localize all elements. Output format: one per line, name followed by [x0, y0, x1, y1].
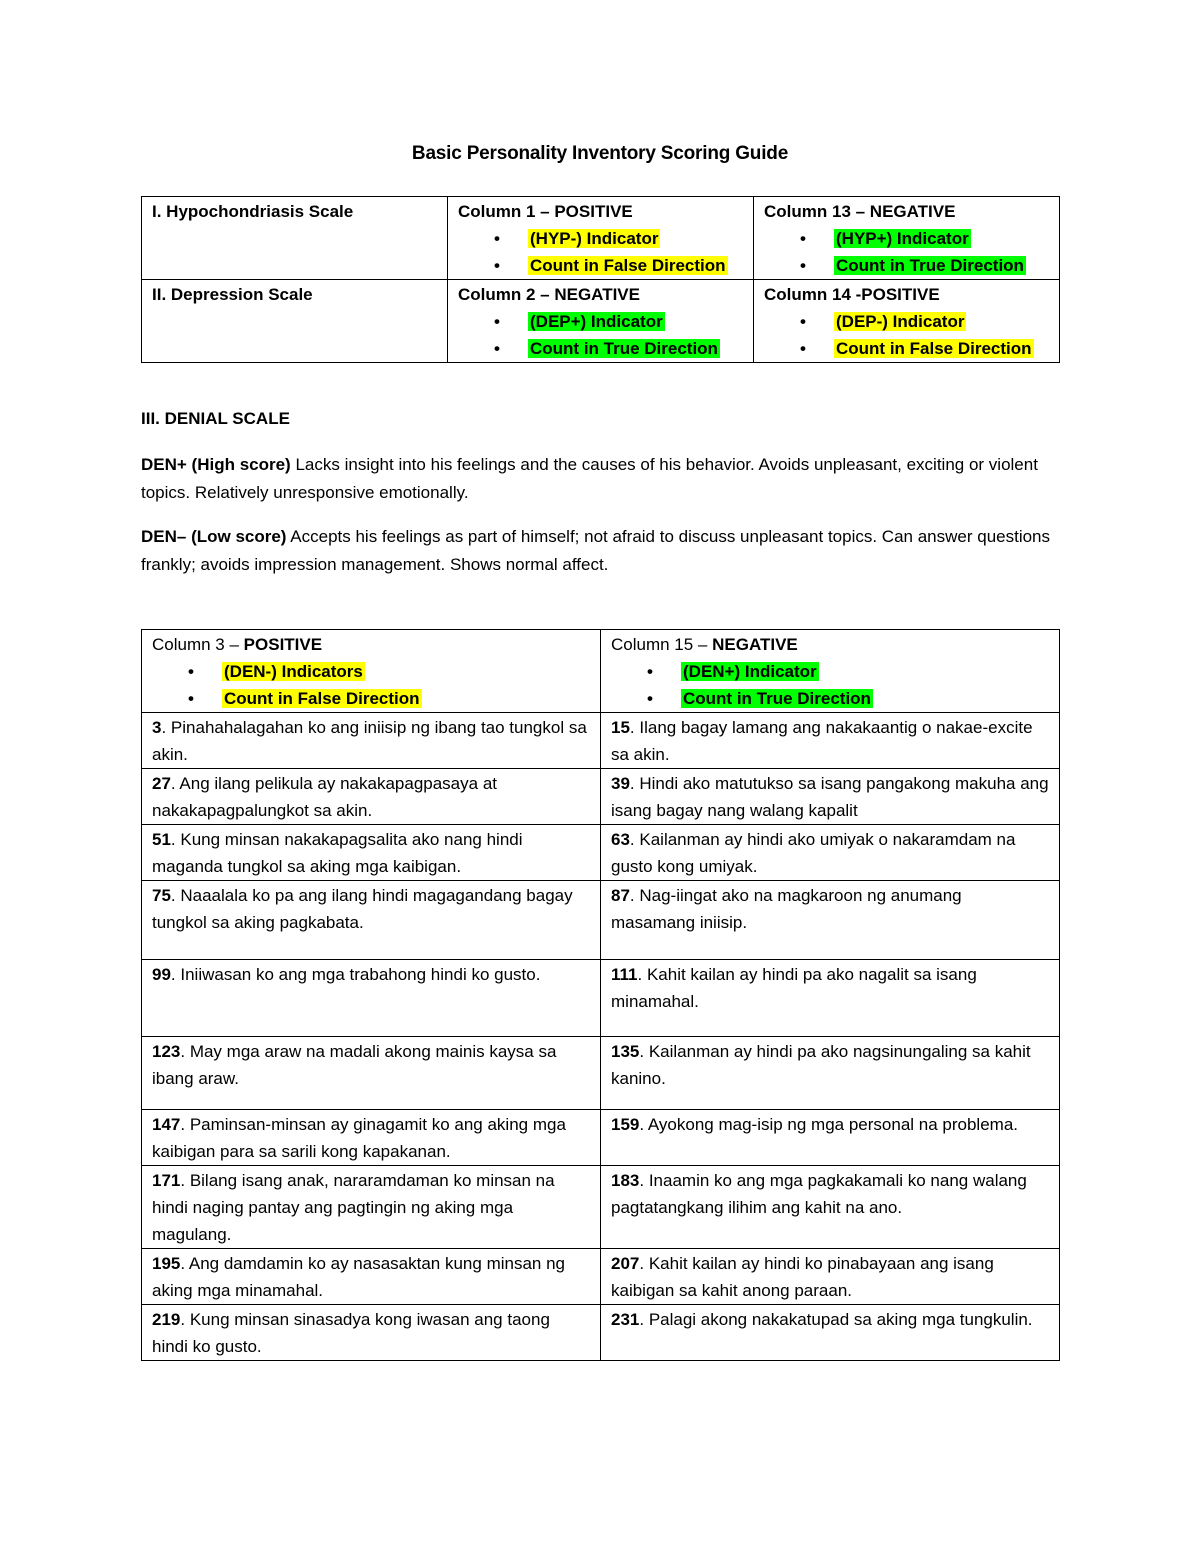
item-text: . Paminsan-minsan ay ginagamit ko ang aking mga kaibigan para sa sarili kong kapakanan.	[152, 1115, 566, 1161]
item-text: . Kailanman ay hindi pa ako nagsinungaling sa kahit kanino.	[611, 1042, 1031, 1088]
item-text: . Ang damdamin ko ay nasasaktan kung minsan ng aking mga minamahal.	[152, 1254, 565, 1300]
den-high-label: DEN+ (High score)	[141, 455, 291, 474]
table-row	[142, 881, 1060, 960]
item-cell-left	[142, 1166, 601, 1249]
indicator-list	[458, 225, 743, 279]
indicator-list	[764, 225, 1049, 279]
item-text: . Nag-iingat ako na magkaroon ng anumang masamang iniisip.	[611, 886, 962, 932]
table-row	[142, 713, 1060, 769]
item-number: 231	[611, 1310, 640, 1329]
item-text: . May mga araw na madali akong mainis kaysa sa ibang araw.	[152, 1042, 557, 1088]
item-text: . Iniiwasan ko ang mga trabahong hindi ko gusto.	[170, 965, 541, 984]
highlighted-text: (DEN-) Indicators	[224, 662, 363, 681]
column-header-direction: NEGATIVE	[712, 635, 798, 654]
item-number: 183	[611, 1171, 640, 1190]
item-cell-right	[601, 825, 1060, 881]
item-number: 75	[152, 886, 171, 905]
highlighted-text: Count in True Direction	[683, 689, 871, 708]
item-number: 135	[611, 1042, 640, 1061]
den-low-label: DEN– (Low score)	[141, 527, 287, 546]
denial-header-row	[142, 630, 1060, 713]
item-text: . Kahit kailan ay hindi pa ako nagalit sa isang minamahal.	[611, 965, 977, 1011]
scales-table	[141, 196, 1060, 363]
den-high-paragraph	[141, 451, 1061, 507]
item-cell-left	[142, 960, 601, 1037]
denial-items-table	[141, 629, 1060, 1361]
page-title: Basic Personality Inventory Scoring Guide	[411, 143, 789, 164]
column-header-prefix: Column 3 –	[152, 635, 244, 654]
column-header-direction: POSITIVE	[243, 635, 323, 654]
item-number: 219	[152, 1310, 181, 1329]
highlighted-text: Count in True Direction	[530, 339, 718, 358]
column-header	[152, 631, 590, 658]
scale-name: II. Depression Scale	[142, 280, 448, 363]
indicator-item	[180, 685, 590, 712]
scale-row-depression	[142, 280, 1060, 363]
item-cell-right	[601, 881, 1060, 960]
item-cell-left	[142, 881, 601, 960]
item-cell-right	[601, 1110, 1060, 1166]
item-text: . Kung minsan nakakapagsalita ako nang hindi maganda tungkol sa aking mga kaibigan.	[152, 830, 523, 876]
highlighted-text: Count in False Direction	[224, 689, 420, 708]
table-row	[142, 1110, 1060, 1166]
item-number: 63	[611, 830, 630, 849]
item-text: . Ayokong mag-isip ng mga personal na problema.	[639, 1115, 1019, 1134]
scale-row-hypochondriasis	[142, 197, 1060, 280]
column-header: Column 1 – POSITIVE	[458, 202, 633, 221]
table-row	[142, 825, 1060, 881]
item-number: 15	[611, 718, 630, 737]
indicator-item	[486, 225, 743, 252]
indicator-item	[792, 252, 1049, 279]
highlighted-text: (HYP+) Indicator	[836, 229, 969, 248]
indicator-item	[792, 225, 1049, 252]
indicator-item	[792, 335, 1049, 362]
item-number: 111	[611, 965, 638, 984]
indicator-item	[180, 658, 590, 685]
item-cell-right	[601, 769, 1060, 825]
den-high-text: Lacks insight into his feelings and the causes of his behavior. Avoids unpleasant, exciting or violent topics. Relatively unresponsive emotionally.	[141, 455, 1038, 502]
indicator-item	[486, 308, 743, 335]
indicator-list	[611, 658, 1049, 712]
item-cell-left	[142, 1037, 601, 1110]
item-number: 39	[611, 774, 630, 793]
column-header-cell	[601, 630, 1060, 713]
highlighted-text: (DEN+) Indicator	[683, 662, 817, 681]
item-cell-left	[142, 713, 601, 769]
table-row	[142, 1037, 1060, 1110]
item-text: . Palagi akong nakakatupad sa aking mga tungkulin.	[639, 1310, 1033, 1329]
item-text: . Kahit kailan ay hindi ko pinabayaan ang isang kaibigan sa kahit anong paraan.	[611, 1254, 994, 1300]
column-header: Column 2 – NEGATIVE	[458, 285, 640, 304]
den-low-paragraph	[141, 523, 1061, 579]
item-text: . Pinahahalagahan ko ang iniisip ng ibang tao tungkol sa akin.	[152, 718, 587, 764]
indicator-list	[152, 658, 590, 712]
table-row	[142, 1305, 1060, 1361]
item-number: 171	[152, 1171, 181, 1190]
scale-column-cell	[448, 280, 754, 363]
indicator-item	[792, 308, 1049, 335]
item-cell-right	[601, 960, 1060, 1037]
item-text: . Kung minsan sinasadya kong iwasan ang taong hindi ko gusto.	[152, 1310, 550, 1356]
scale-name: I. Hypochondriasis Scale	[142, 197, 448, 280]
indicator-list	[458, 308, 743, 362]
highlighted-text: Count in False Direction	[530, 256, 726, 275]
indicator-list	[764, 308, 1049, 362]
highlighted-text: (DEP-) Indicator	[836, 312, 965, 331]
highlighted-text: (DEP+) Indicator	[530, 312, 663, 331]
scale-column-cell	[754, 197, 1060, 280]
item-number: 3	[152, 718, 162, 737]
item-number: 195	[152, 1254, 181, 1273]
denial-section-heading: III. DENIAL SCALE	[141, 409, 290, 428]
item-text: . Ang ilang pelikula ay nakakapagpasaya at nakakapagpalungkot sa akin.	[152, 774, 497, 820]
indicator-item	[639, 658, 1049, 685]
highlighted-text: Count in True Direction	[836, 256, 1024, 275]
item-cell-right	[601, 1166, 1060, 1249]
item-number: 99	[152, 965, 171, 984]
item-text: . Hindi ako matutukso sa isang pangakong makuha ang isang bagay nang walang kapalit	[611, 774, 1049, 820]
item-text: . Naaalala ko pa ang ilang hindi magagandang bagay tungkol sa aking pagkabata.	[152, 886, 573, 932]
column-header-cell	[142, 630, 601, 713]
item-number: 147	[152, 1115, 181, 1134]
indicator-item	[486, 252, 743, 279]
column-header-prefix: Column 15 –	[611, 635, 713, 654]
item-cell-right	[601, 713, 1060, 769]
scale-column-cell	[448, 197, 754, 280]
indicator-item	[486, 335, 743, 362]
item-cell-right	[601, 1249, 1060, 1305]
item-text: . Kailanman ay hindi ako umiyak o nakaramdam na gusto kong umiyak.	[611, 830, 1016, 876]
item-cell-right	[601, 1305, 1060, 1361]
item-cell-left	[142, 769, 601, 825]
item-text: . Bilang isang anak, nararamdaman ko minsan na hindi naging pantay ang pagtingin ng aking mga magulang.	[152, 1171, 555, 1244]
den-low-text: Accepts his feelings as part of himself; not afraid to discuss unpleasant topics. Can answer questions frankly; avoids impression management. Shows normal affect.	[141, 527, 1051, 574]
item-number: 27	[152, 774, 171, 793]
item-number: 159	[611, 1115, 640, 1134]
item-cell-left	[142, 1305, 601, 1361]
table-row	[142, 769, 1060, 825]
item-number: 207	[611, 1254, 640, 1273]
highlighted-text: Count in False Direction	[836, 339, 1032, 358]
item-cell-left	[142, 825, 601, 881]
item-number: 51	[152, 830, 171, 849]
item-text: . Inaamin ko ang mga pagkakamali ko nang walang pagtatangkang ilihim ang kahit na ano.	[611, 1171, 1027, 1217]
item-cell-left	[142, 1110, 601, 1166]
item-cell-right	[601, 1037, 1060, 1110]
column-header	[611, 631, 1049, 658]
item-cell-left	[142, 1249, 601, 1305]
table-row	[142, 1249, 1060, 1305]
indicator-item	[639, 685, 1049, 712]
item-number: 87	[611, 886, 630, 905]
scale-column-cell	[754, 280, 1060, 363]
highlighted-text: (HYP-) Indicator	[530, 229, 659, 248]
item-number: 123	[152, 1042, 181, 1061]
column-header: Column 14 -POSITIVE	[764, 285, 940, 304]
column-header: Column 13 – NEGATIVE	[764, 202, 956, 221]
table-row	[142, 1166, 1060, 1249]
table-row	[142, 960, 1060, 1037]
item-text: . Ilang bagay lamang ang nakakaantig o nakae-excite sa akin.	[611, 718, 1033, 764]
